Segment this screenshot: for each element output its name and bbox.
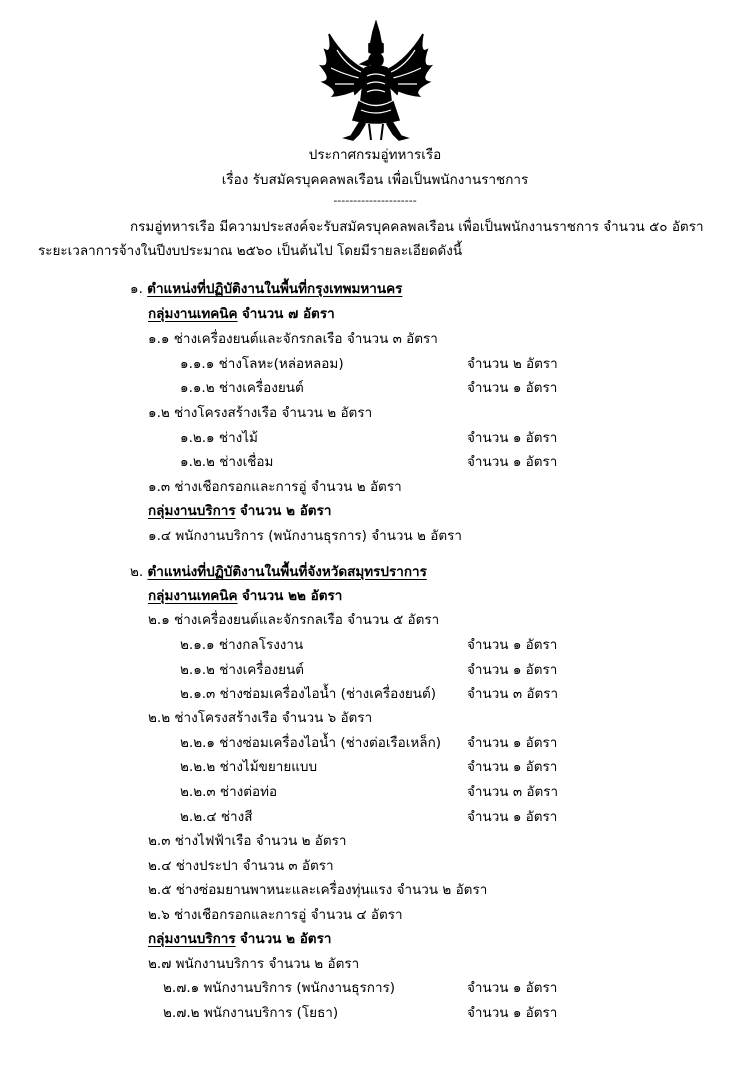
item-2-2-4-amount: จำนวน ๑ อัตรา [467, 809, 558, 825]
item-2-1-1: ๒.๑.๑ ช่างกลโรงงาน [180, 637, 304, 653]
item-2-2-1: ๒.๒.๑ ช่างซ่อมเครื่องไอน้ำ (ช่างต่อเรือเหล็ก) [180, 735, 442, 751]
item-2-7-2-amount: จำนวน ๑ อัตรา [467, 1005, 558, 1021]
item-2-1-2-amount: จำนวน ๑ อัตรา [467, 662, 558, 678]
subject-line: เรื่อง รับสมัครบุคคลพลเรือน เพื่อเป็นพนักงานราชการ [221, 172, 529, 188]
section-1-title: ตำแหน่งที่ปฏิบัติงานในพื้นที่กรุงเทพมหานคร [147, 281, 403, 297]
item-1-2-1-amount: จำนวน ๑ อัตรา [467, 430, 558, 446]
item-2-7-1: ๒.๗.๑ พนักงานบริการ (พนักงานธุรการ) [163, 980, 396, 996]
group-tech-count: จำนวน ๒๒ อัตรา [241, 588, 343, 604]
group-service-label: กลุ่มงานบริการ [148, 503, 236, 519]
item-2-2-2-amount: จำนวน ๑ อัตรา [467, 759, 558, 775]
intro-line-1: กรมอู่ทหารเรือ มีความประสงค์จะรับสมัครบุคคลพลเรือน เพื่อเป็นพนักงานราชการ จำนวน ๕๐ อัตรา [130, 219, 704, 235]
garuda-emblem [315, 20, 437, 144]
item-2-1-3: ๒.๑.๓ ช่างซ่อมเครื่องไอน้ำ (ช่างเครื่องยนต์) [180, 686, 437, 702]
item-1-3: ๑.๓ ช่างเชือกรอกและการอู่ จำนวน ๒ อัตรา [148, 479, 402, 495]
item-2-1-3-amount: จำนวน ๓ อัตรา [467, 686, 559, 702]
section-1-number: ๑. [130, 281, 143, 297]
item-2-7-1-amount: จำนวน ๑ อัตรา [467, 980, 558, 996]
item-2-6: ๒.๖ ช่างเชือกรอกและการอู่ จำนวน ๔ อัตรา [148, 907, 403, 923]
item-1-1-2: ๑.๑.๒ ช่างเครื่องยนต์ [180, 380, 304, 396]
item-2-5: ๒.๕ ช่างซ่อมยานพาหนะและเครื่องทุ่นแรง จำนวน ๒ อัตรา [148, 882, 488, 898]
section-2-number: ๒. [130, 564, 144, 580]
item-2-2: ๒.๒ ช่างโครงสร้างเรือ จำนวน ๖ อัตรา [148, 710, 373, 726]
section-2-heading [130, 563, 427, 581]
item-2-2-4: ๒.๒.๔ ช่างสี [180, 809, 253, 825]
group-service-count: จำนวน ๒ อัตรา [239, 931, 332, 947]
section-2-group-tech [148, 587, 342, 605]
item-2-4: ๒.๔ ช่างประปา จำนวน ๓ อัตรา [148, 858, 334, 874]
item-1-1: ๑.๑ ช่างเครื่องยนต์และจักรกลเรือ จำนวน ๓ อัตรา [148, 331, 438, 347]
item-2-7: ๒.๗ พนักงานบริการ จำนวน ๒ อัตรา [148, 956, 360, 972]
group-tech-count: จำนวน ๗ อัตรา [241, 306, 335, 322]
item-2-2-3: ๒.๒.๓ ช่างต่อท่อ [180, 784, 278, 800]
agency-title: ประกาศกรมอู่ทหารเรือ [308, 147, 442, 163]
item-1-1-1: ๑.๑.๑ ช่างโลหะ(หล่อหลอม) [180, 356, 344, 372]
item-1-2-1: ๑.๒.๑ ช่างไม้ [180, 430, 258, 446]
section-2-group-service [148, 930, 331, 948]
item-2-2-2: ๒.๒.๒ ช่างไม้ขยายแบบ [180, 759, 318, 775]
section-1-group-service [148, 502, 331, 520]
section-2-title: ตำแหน่งที่ปฏิบัติงานในพื้นที่จังหวัดสมุทรปราการ [147, 564, 427, 580]
item-1-2: ๑.๒ ช่างโครงสร้างเรือ จำนวน ๒ อัตรา [148, 405, 373, 421]
item-1-2-2-amount: จำนวน ๑ อัตรา [467, 454, 558, 470]
item-1-4: ๑.๔ พนักงานบริการ (พนักงานธุรการ) จำนวน ๒ อัตรา [148, 528, 462, 544]
group-tech-label: กลุ่มงานเทคนิค [148, 588, 238, 604]
group-service-count: จำนวน ๒ อัตรา [239, 503, 332, 519]
item-2-1-2: ๒.๑.๒ ช่างเครื่องยนต์ [180, 662, 305, 678]
item-2-2-1-amount: จำนวน ๑ อัตรา [467, 735, 558, 751]
item-2-3: ๒.๓ ช่างไฟฟ้าเรือ จำนวน ๒ อัตรา [148, 833, 347, 849]
divider: --------------------- [333, 194, 417, 207]
item-2-1-1-amount: จำนวน ๑ อัตรา [467, 637, 558, 653]
item-2-1: ๒.๑ ช่างเครื่องยนต์และจักรกลเรือ จำนวน ๕ อัตรา [148, 612, 440, 628]
intro-line-2: ระยะเวลาการจ้างในปีงบประมาณ ๒๕๖๐ เป็นต้นไป โดยมีรายละเอียดดังนี้ [38, 243, 463, 259]
section-1-heading [130, 280, 402, 298]
item-1-1-2-amount: จำนวน ๑ อัตรา [467, 380, 558, 396]
item-1-2-2: ๑.๒.๒ ช่างเชื่อม [180, 454, 274, 470]
section-1-group-tech [148, 305, 335, 323]
item-1-1-1-amount: จำนวน ๒ อัตรา [467, 356, 558, 372]
group-tech-label: กลุ่มงานเทคนิค [148, 306, 238, 322]
item-2-7-2: ๒.๗.๒ พนักงานบริการ (โยธา) [163, 1005, 339, 1021]
item-2-2-3-amount: จำนวน ๓ อัตรา [467, 784, 559, 800]
group-service-label: กลุ่มงานบริการ [148, 931, 236, 947]
